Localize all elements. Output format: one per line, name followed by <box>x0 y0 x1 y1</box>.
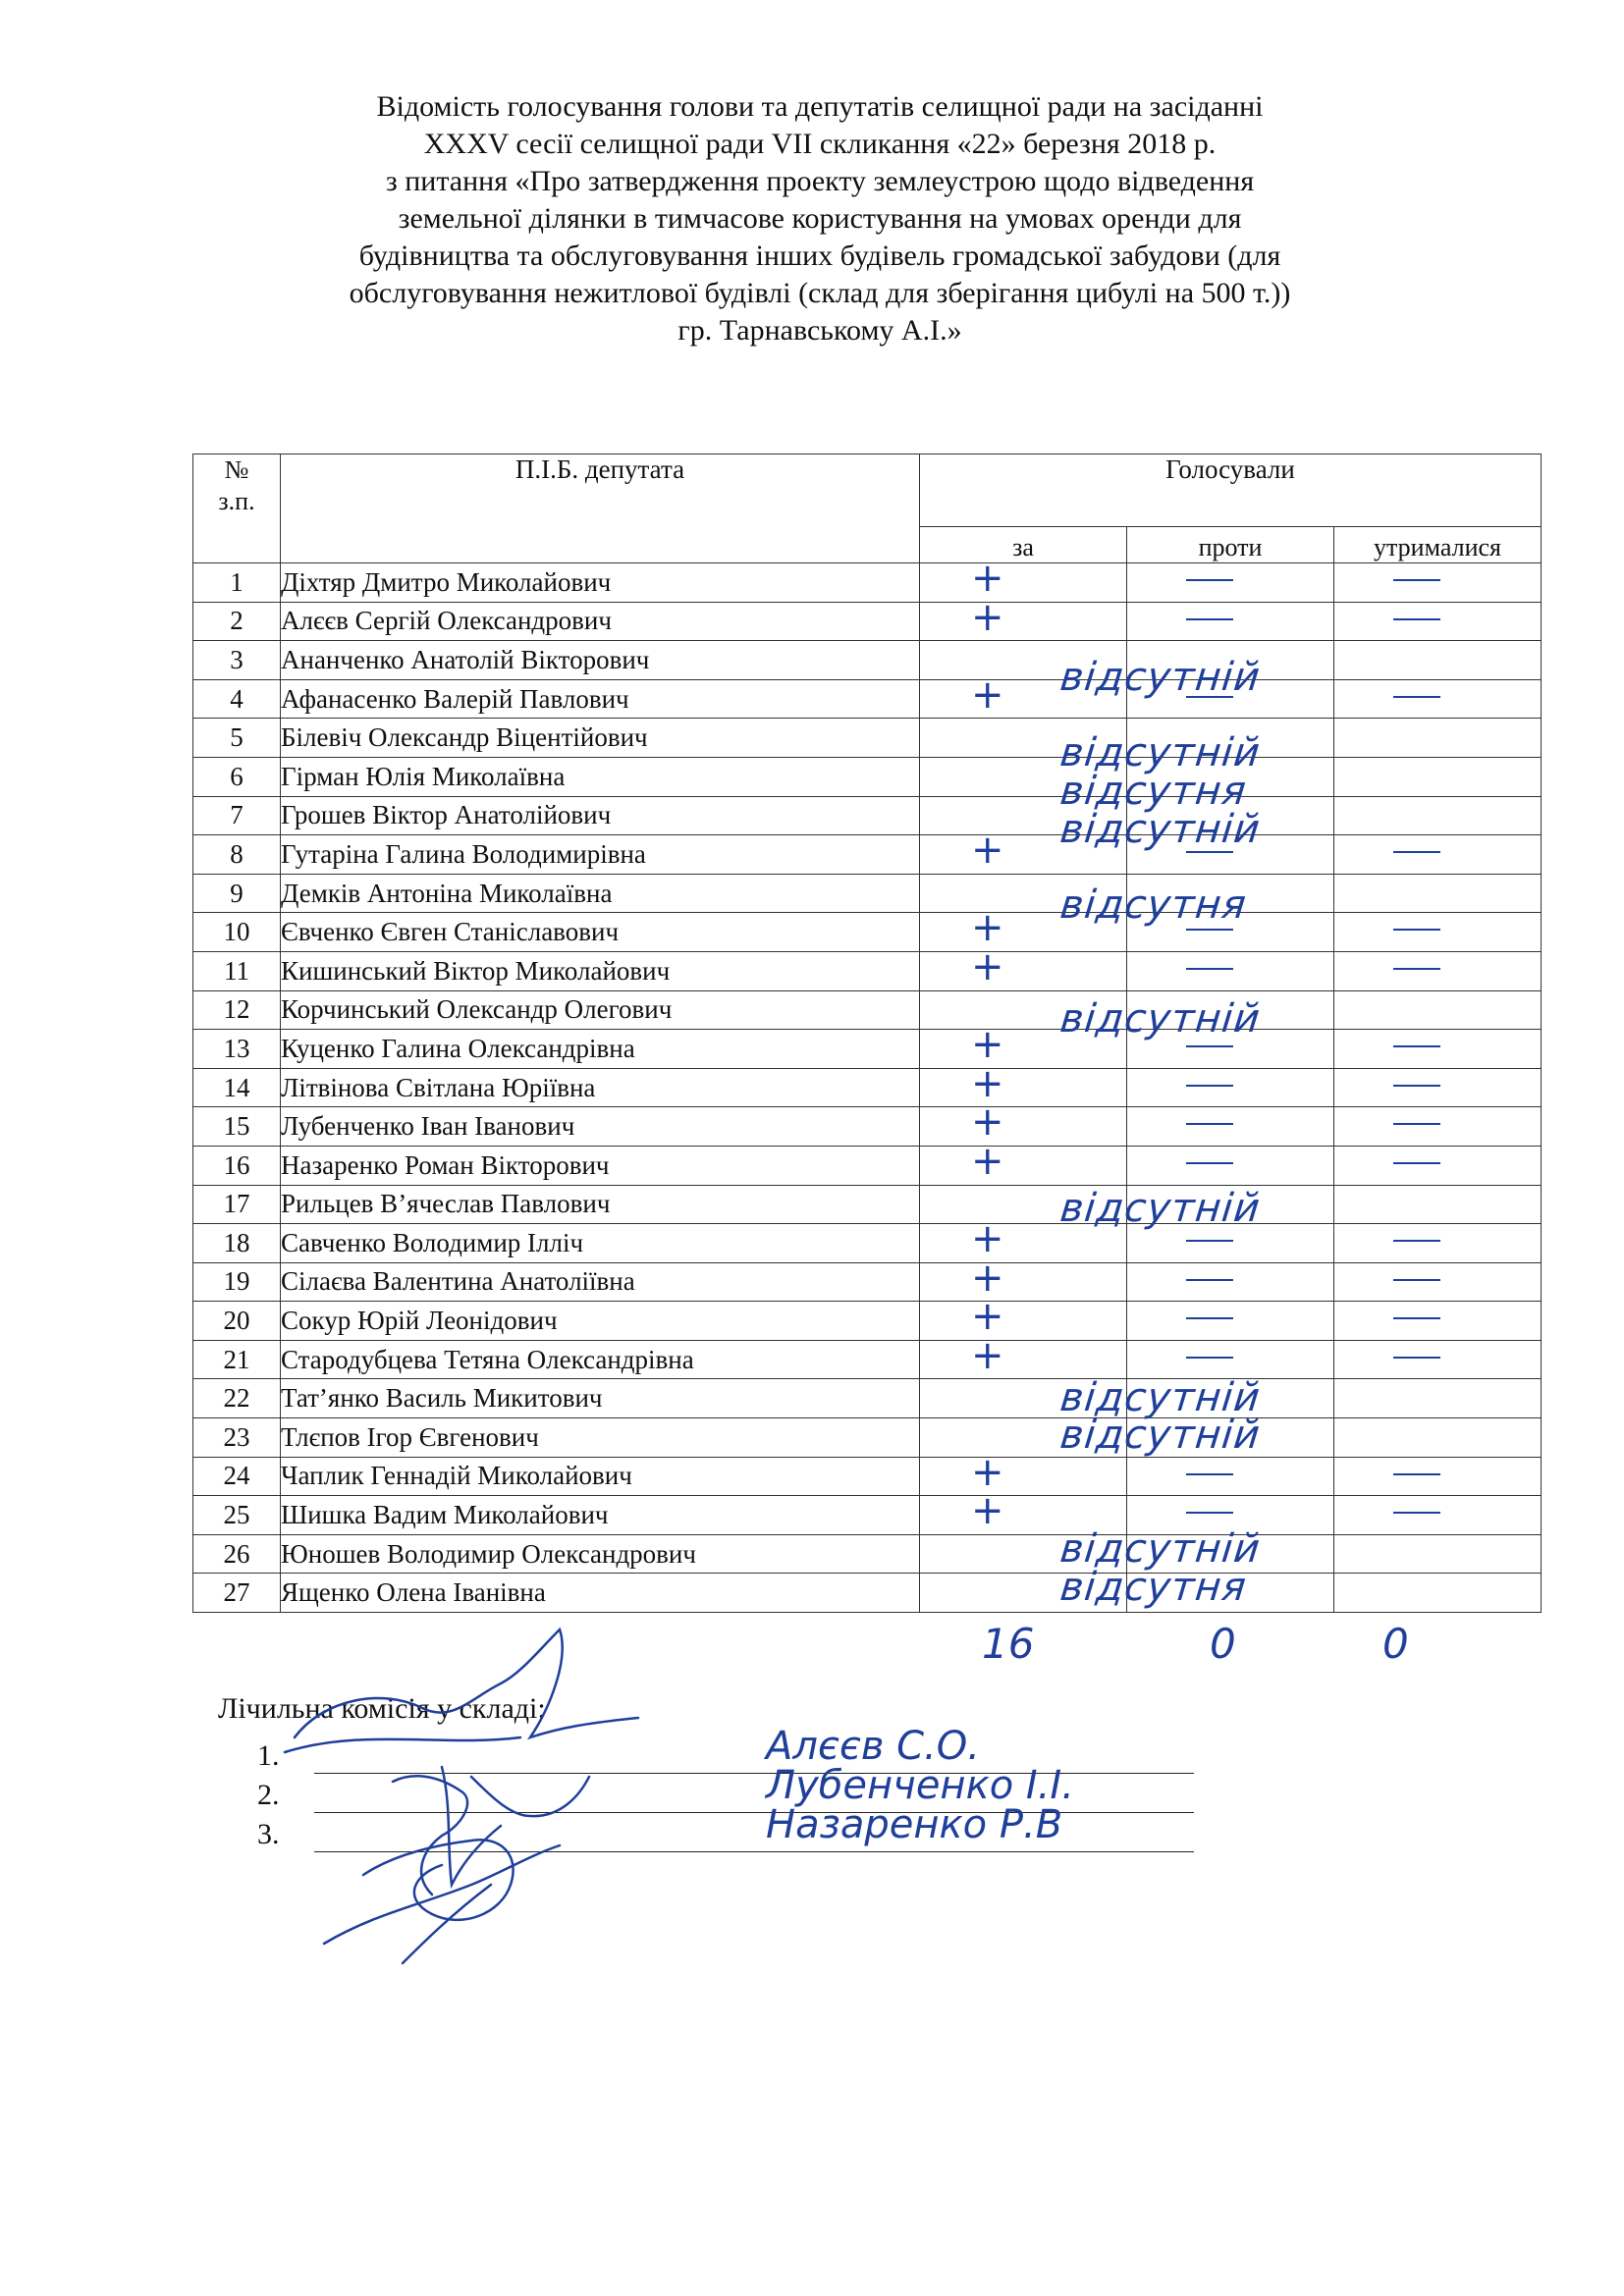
row-number: 9 <box>193 874 281 913</box>
vote-cell-abstained <box>1334 1496 1542 1535</box>
deputy-name: Гірман Юлія Миколаївна <box>281 757 920 796</box>
deputy-name: Ананченко Анатолій Вікторович <box>281 641 920 680</box>
title-line: гр. Тарнавському А.І.» <box>677 314 962 347</box>
table-row <box>193 1068 1542 1107</box>
header-voted: Голосували <box>920 454 1542 527</box>
deputy-name: Літвінова Світлана Юріївна <box>281 1068 920 1107</box>
absent-mark: відсутній <box>1057 1374 1263 1420</box>
vote-cell-against <box>1127 1302 1334 1341</box>
deputy-name: Савченко Володимир Ілліч <box>281 1224 920 1263</box>
row-number: 22 <box>193 1379 281 1418</box>
vote-cell-against <box>1127 1340 1334 1379</box>
vote-cell-for <box>920 556 1127 603</box>
deputy-name: Демків Антоніна Миколаївна <box>281 874 920 913</box>
vote-cell-abstained <box>1334 1534 1542 1574</box>
vote-cell-abstained <box>1334 1574 1542 1613</box>
table-row <box>193 1262 1542 1302</box>
vote-mark-dash <box>1393 618 1440 620</box>
deputy-name: Шишка Вадим Миколайович <box>281 1496 920 1535</box>
deputy-name: Рильцев В’ячеслав Павлович <box>281 1185 920 1224</box>
deputy-name: Діхтяр Дмитро Миколайович <box>281 563 920 603</box>
vote-cell-abstained <box>1334 1068 1542 1107</box>
row-number: 6 <box>193 757 281 796</box>
total-for: 16 <box>982 1620 1035 1668</box>
vote-mark-for: + <box>971 556 1004 601</box>
absent-mark: відсутній <box>1057 655 1263 701</box>
vote-cell-abstained <box>1334 757 1542 796</box>
table-row <box>193 1185 1542 1224</box>
vote-mark-dash <box>1186 579 1233 581</box>
vote-cell-abstained <box>1334 1224 1542 1263</box>
vote-cell-for <box>920 943 1127 990</box>
vote-mark-dash <box>1393 1123 1440 1125</box>
deputy-name: Гутаріна Галина Володимирівна <box>281 835 920 875</box>
vote-cell-against <box>1127 602 1334 641</box>
vote-mark-dash <box>1393 1317 1440 1319</box>
vote-mark-for: + <box>971 943 1004 989</box>
committee-member-name: Назаренко Р.В <box>766 1802 1063 1847</box>
deputy-name: Афанасенко Валерій Павлович <box>281 679 920 719</box>
table-row <box>193 1534 1542 1574</box>
row-number: 17 <box>193 1185 281 1224</box>
deputy-name: Корчинський Олександр Олегович <box>281 990 920 1030</box>
vote-cell-abstained <box>1334 1030 1542 1069</box>
row-number: 23 <box>193 1418 281 1458</box>
vote-mark-dash <box>1393 1240 1440 1242</box>
vote-mark-for: + <box>971 1488 1004 1534</box>
vote-cell-for <box>920 1449 1127 1496</box>
vote-cell-for <box>920 1332 1127 1379</box>
row-number: 5 <box>193 719 281 758</box>
vote-cell-abstained <box>1334 679 1542 719</box>
row-number: 16 <box>193 1146 281 1185</box>
vote-cell-for <box>920 1099 1127 1147</box>
absent-mark: відсутній <box>1057 806 1263 852</box>
table-row <box>193 1418 1542 1458</box>
vote-mark-dash <box>1186 1279 1233 1281</box>
vote-mark-dash <box>1393 1085 1440 1087</box>
table-row <box>193 757 1542 796</box>
title-line: обслуговування нежитлової будівлі (склад для зберігання цибулі на 500 т.)) <box>349 277 1291 309</box>
vote-mark-dash <box>1186 618 1233 620</box>
vote-mark-for: + <box>971 1255 1004 1301</box>
table-row <box>193 719 1542 758</box>
absent-mark: відсутній <box>1057 730 1263 776</box>
vote-mark-dash <box>1186 968 1233 970</box>
vote-cell-abstained <box>1334 835 1542 875</box>
row-number: 14 <box>193 1068 281 1107</box>
row-number: 21 <box>193 1340 281 1379</box>
deputy-name: Стародубцева Тетяна Олександрівна <box>281 1340 920 1379</box>
vote-mark-dash <box>1393 929 1440 931</box>
vote-cell-abstained <box>1334 1418 1542 1458</box>
voting-table <box>192 454 1542 1613</box>
header-number: № з.п. <box>193 454 281 563</box>
vote-cell-against <box>1127 951 1334 990</box>
vote-cell-abstained <box>1334 951 1542 990</box>
committee-number: 1. <box>257 1739 280 1772</box>
absent-mark: відсутній <box>1057 1413 1263 1459</box>
vote-cell-abstained <box>1334 1107 1542 1147</box>
vote-mark-dash <box>1186 1123 1233 1125</box>
table-row <box>193 1302 1542 1341</box>
vote-mark-dash <box>1186 1085 1233 1087</box>
vote-cell-abstained <box>1334 913 1542 952</box>
absent-mark: відсутня <box>1057 769 1249 814</box>
table-row <box>193 1457 1542 1496</box>
committee-number: 3. <box>257 1818 280 1850</box>
row-number: 2 <box>193 602 281 641</box>
deputy-name: Алєєв Сергій Олександрович <box>281 602 920 641</box>
row-number: 24 <box>193 1457 281 1496</box>
title-line: з питання «Про затвердження проекту землеустрою щодо відведення <box>385 165 1255 197</box>
vote-cell-for <box>920 1255 1127 1302</box>
table-row <box>193 990 1542 1030</box>
vote-mark-dash <box>1393 579 1440 581</box>
vote-cell-abstained <box>1334 1302 1542 1341</box>
vote-mark-for: + <box>971 1022 1004 1068</box>
deputy-name: Білевіч Олександр Віцентійович <box>281 719 920 758</box>
vote-mark-for: + <box>971 905 1004 951</box>
vote-mark-dash <box>1393 1473 1440 1475</box>
vote-cell-abstained <box>1334 1146 1542 1185</box>
table-row <box>193 602 1542 641</box>
table-row <box>193 913 1542 952</box>
deputy-name: Грошев Віктор Анатолійович <box>281 796 920 835</box>
vote-mark-for: + <box>971 594 1004 640</box>
vote-mark-dash <box>1186 1240 1233 1242</box>
table-row <box>193 1030 1542 1069</box>
vote-mark-dash <box>1186 1162 1233 1164</box>
vote-cell-for <box>920 1060 1127 1107</box>
table-row <box>193 679 1542 719</box>
vote-mark-dash <box>1186 1317 1233 1319</box>
vote-cell-against <box>1127 1107 1334 1147</box>
row-number: 26 <box>193 1534 281 1574</box>
vote-cell-against <box>1127 1068 1334 1107</box>
vote-mark-dash <box>1186 1045 1233 1047</box>
vote-cell-against <box>1127 563 1334 603</box>
absent-mark: відсутня <box>1057 1564 1249 1610</box>
vote-mark-dash <box>1393 1045 1440 1047</box>
deputy-name: Юношев Володимир Олександрович <box>281 1534 920 1574</box>
deputy-name: Ященко Олена Іванівна <box>281 1574 920 1613</box>
vote-mark-dash <box>1393 1162 1440 1164</box>
title-line: земельної ділянки в тимчасове користування на умовах оренди для <box>398 202 1242 235</box>
vote-cell-abstained <box>1334 719 1542 758</box>
vote-mark-for: + <box>971 1449 1004 1495</box>
row-number: 7 <box>193 796 281 835</box>
vote-cell-for <box>920 1138 1127 1185</box>
signature-scribbles <box>265 1590 697 1993</box>
table-row <box>193 951 1542 990</box>
table-row <box>193 563 1542 603</box>
deputy-name: Тлєпов Ігор Євгенович <box>281 1418 920 1458</box>
deputy-name: Сілаєва Валентина Анатоліївна <box>281 1262 920 1302</box>
vote-cell-abstained <box>1334 602 1542 641</box>
vote-cell-abstained <box>1334 1340 1542 1379</box>
vote-cell-abstained <box>1334 796 1542 835</box>
absent-mark: відсутній <box>1057 995 1263 1041</box>
vote-cell-abstained <box>1334 874 1542 913</box>
row-number: 20 <box>193 1302 281 1341</box>
table-row <box>193 641 1542 680</box>
vote-cell-abstained <box>1334 990 1542 1030</box>
vote-cell-for <box>920 1294 1127 1341</box>
vote-mark-for: + <box>971 1099 1004 1146</box>
table-row <box>193 1107 1542 1147</box>
vote-cell-abstained <box>1334 1262 1542 1302</box>
committee-member-name: Лубенченко І.І. <box>766 1763 1074 1808</box>
absent-mark: відсутній <box>1057 1185 1263 1231</box>
table-row <box>193 1379 1542 1418</box>
vote-cell-abstained <box>1334 563 1542 603</box>
vote-mark-dash <box>1186 1512 1233 1514</box>
vote-mark-for: + <box>971 828 1004 874</box>
absent-mark: відсутній <box>1057 1526 1263 1572</box>
deputy-name: Тат’янко Василь Микитович <box>281 1379 920 1418</box>
deputy-name: Куценко Галина Олександрівна <box>281 1030 920 1069</box>
title-line: Відомість голосування голови та депутатів селищної ради на засіданні <box>376 90 1264 123</box>
vote-mark-for: + <box>971 1060 1004 1106</box>
header-abstained: утрималися <box>1334 526 1542 562</box>
vote-mark-dash <box>1186 1473 1233 1475</box>
row-number: 10 <box>193 913 281 952</box>
vote-mark-dash <box>1393 696 1440 698</box>
table-row <box>193 796 1542 835</box>
absent-mark: відсутня <box>1057 881 1249 928</box>
row-number: 1 <box>193 563 281 603</box>
vote-mark-dash <box>1393 1279 1440 1281</box>
vote-cell-abstained <box>1334 1379 1542 1418</box>
vote-mark-for: + <box>971 1294 1004 1340</box>
row-number: 13 <box>193 1030 281 1069</box>
committee-label: Лічильна комісія у складі: <box>218 1692 546 1725</box>
vote-cell-for <box>920 594 1127 641</box>
vote-mark-dash <box>1393 1357 1440 1359</box>
vote-mark-dash <box>1186 929 1233 931</box>
row-number: 4 <box>193 679 281 719</box>
row-number: 15 <box>193 1107 281 1147</box>
table-row <box>193 1224 1542 1263</box>
table-body <box>193 556 1542 1613</box>
table-row <box>193 835 1542 875</box>
row-number: 12 <box>193 990 281 1030</box>
deputy-name: Назаренко Роман Вікторович <box>281 1146 920 1185</box>
row-number: 18 <box>193 1224 281 1263</box>
vote-cell-against <box>1127 1146 1334 1185</box>
vote-mark-dash <box>1393 851 1440 853</box>
vote-mark-for: + <box>971 1332 1004 1378</box>
vote-mark-for: + <box>971 671 1004 718</box>
total-against: 0 <box>1210 1620 1236 1668</box>
table-row <box>193 1496 1542 1535</box>
vote-mark-dash <box>1186 1357 1233 1359</box>
row-number: 19 <box>193 1262 281 1302</box>
vote-cell-against <box>1127 1262 1334 1302</box>
header-against: проти <box>1127 526 1334 562</box>
vote-cell-abstained <box>1334 641 1542 680</box>
vote-mark-dash <box>1393 968 1440 970</box>
vote-mark-dash <box>1393 1512 1440 1514</box>
table-row <box>193 1340 1542 1379</box>
table-row <box>193 1146 1542 1185</box>
committee-member-name: Алєєв С.О. <box>766 1724 980 1769</box>
table-row <box>193 874 1542 913</box>
row-number: 27 <box>193 1574 281 1613</box>
row-number: 11 <box>193 951 281 990</box>
header-for: за <box>920 526 1127 562</box>
document-title <box>187 88 1453 349</box>
row-number: 3 <box>193 641 281 680</box>
deputy-name: Чаплик Геннадій Миколайович <box>281 1457 920 1496</box>
title-line: будівництва та обслуговування інших будівель громадської забудови (для <box>358 240 1281 272</box>
vote-mark-for: + <box>971 1138 1004 1184</box>
header-name: П.І.Б. депутата <box>281 454 920 563</box>
row-number: 8 <box>193 835 281 875</box>
title-line: XXXV сесії селищної ради VII скликання «22» березня 2018 р. <box>423 128 1217 160</box>
deputy-name: Євченко Євген Станіславович <box>281 913 920 952</box>
total-abstained: 0 <box>1382 1620 1409 1668</box>
deputy-name: Сокур Юрій Леонідович <box>281 1302 920 1341</box>
committee-number: 2. <box>257 1779 280 1811</box>
deputy-name: Кишинський Віктор Миколайович <box>281 951 920 990</box>
deputy-name: Лубенченко Іван Іванович <box>281 1107 920 1147</box>
vote-cell-against <box>1127 1457 1334 1496</box>
vote-cell-abstained <box>1334 1185 1542 1224</box>
vote-cell-abstained <box>1334 1457 1542 1496</box>
vote-mark-for: + <box>971 1216 1004 1262</box>
row-number: 25 <box>193 1496 281 1535</box>
